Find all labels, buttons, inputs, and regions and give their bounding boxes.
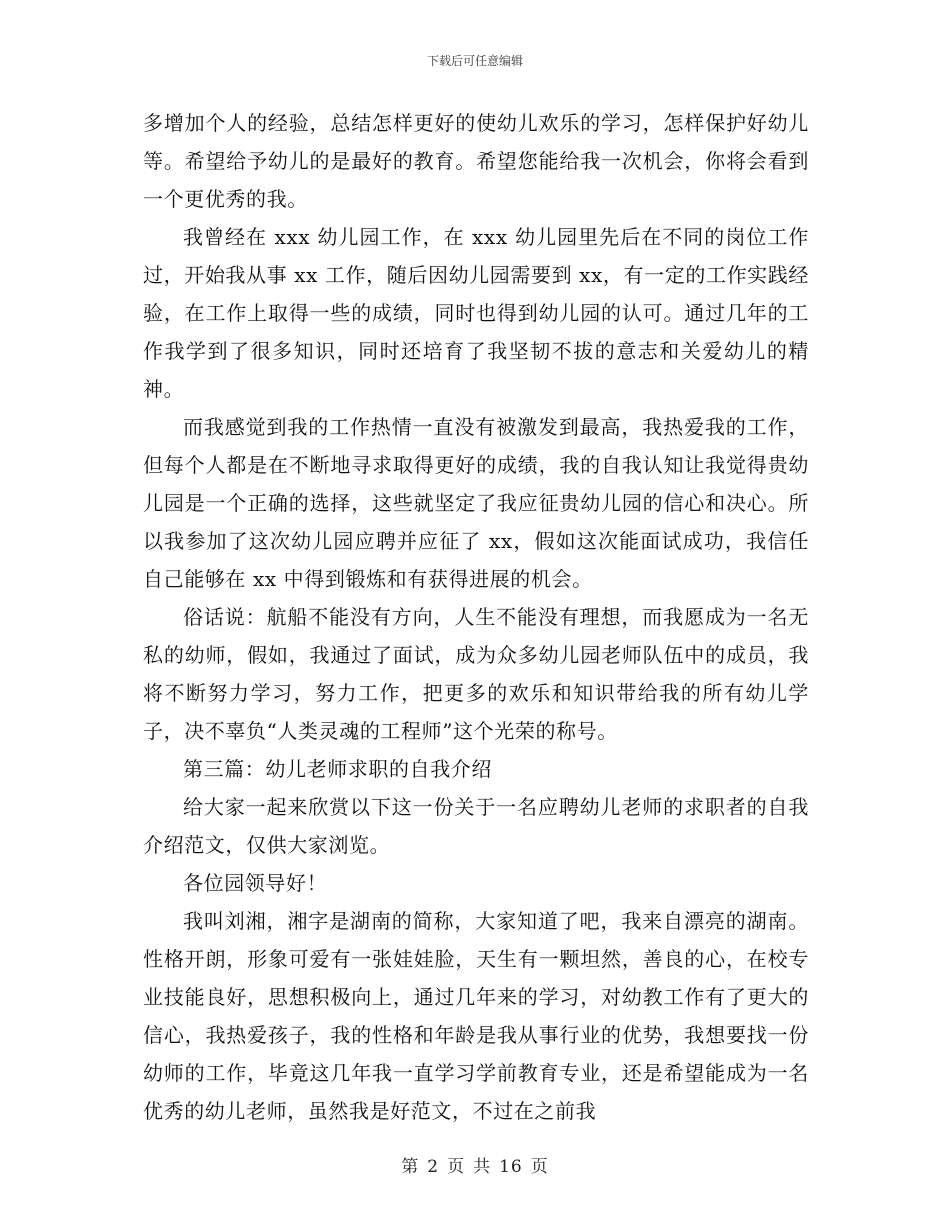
paragraph-work-experience: 我曾经在 xxx 幼儿园工作，在 xxx 幼儿园里先后在不同的岗位工作过，开始我从事 xx 工作，随后因幼儿园需要到 xx，有一定的工作实践经验，在工作上取得一些的成绩，同时也得到幼儿园的认可。通过几年的工作我学到了很多知识，同时还培育了我坚韧不拔的意志和关爱幼儿的精神。 xyxy=(143,225,809,401)
footer-suffix: 页 xyxy=(530,1157,549,1177)
paragraph-greeting: 各位园领导好！ xyxy=(183,871,328,895)
footer-page-word: 页 xyxy=(447,1157,466,1177)
section-heading: 第三篇：幼儿老师求职的自我介绍 xyxy=(183,757,492,781)
page-number-footer xyxy=(0,1152,950,1177)
paragraph-self-introduction: 我叫刘湘，湘字是湖南的简称，大家知道了吧，我来自漂亮的湖南。性格开朗，形象可爱有一张娃娃脸，天生有一颗坦然，善良的心，在校专业技能良好，思想积极向上，通过几年来的学习，对幼教工作有了更大的信心，我热爱孩子，我的性格和年龄是我从事行业的优势，我想要找一份幼师的工作，毕竟这几年我一直学习学前教育专业，还是希望能成为一名优秀的幼儿老师，虽然我是好范文，不过在之前我 xyxy=(143,909,809,1123)
footer-prefix: 第 xyxy=(401,1157,420,1177)
footer-total-word: 共 xyxy=(473,1157,492,1177)
footer-total-pages: 16 xyxy=(499,1157,523,1177)
page-header-note: 下载后可任意编辑 xyxy=(426,54,523,68)
paragraph-intro: 给大家一起来欣赏以下这一份关于一名应聘幼儿老师的求职者的自我介绍范文，仅供大家浏览。 xyxy=(143,795,809,857)
document-body xyxy=(143,104,809,1130)
paragraph-aspiration: 俗话说：航船不能没有方向，人生不能没有理想，而我愿成为一名无私的幼师，假如，我通过了面试，成为众多幼儿园老师队伍中的成员，我将不断努力学习，努力工作，把更多的欢乐和知识带给我的所有幼儿学子，决不辜负“人类灵魂的工程师”这个光荣的称号。 xyxy=(143,605,809,743)
footer-current-page: 2 xyxy=(427,1157,440,1177)
paragraph-motivation: 而我感觉到我的工作热情一直没有被激发到最高，我热爱我的工作，但每个人都是在不断地寻求取得更好的成绩，我的自我认知让我觉得贵幼儿园是一个正确的选择，这些就坚定了我应征贵幼儿园的信心和决心。所以我参加了这次幼儿园应聘并应征了 xx，假如这次能面试成功，我信任自己能够在 xx 中得到锻炼和有获得进展的机会。 xyxy=(143,415,809,591)
paragraph-continuation: 多增加个人的经验，总结怎样更好的使幼儿欢乐的学习，怎样保护好幼儿等。希望给予幼儿的是最好的教育。希望您能给我一次机会，你将会看到一个更优秀的我。 xyxy=(143,111,809,211)
